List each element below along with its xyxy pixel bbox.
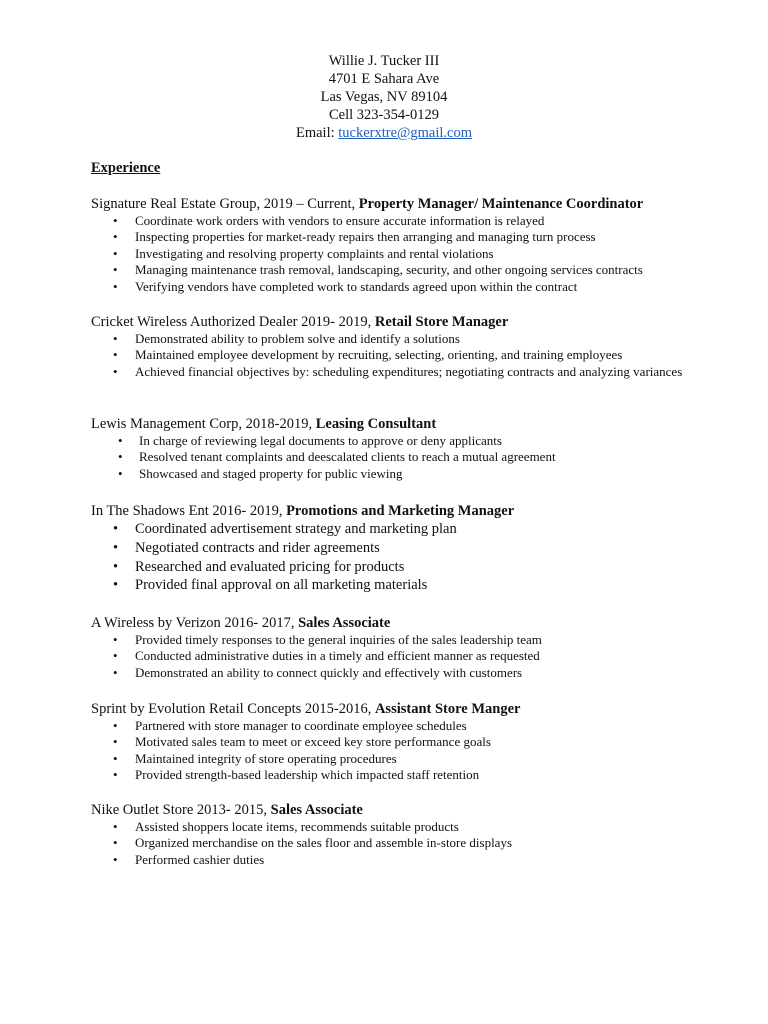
bullet-item: • Verifying vendors have completed work to standards agreed upon within the contract: [91, 279, 711, 295]
job-company: Nike Outlet Store 2013- 2015,: [91, 802, 271, 818]
address-line-1: 4701 E Sahara Ave: [328, 71, 440, 87]
job-company: Signature Real Estate Group, 2019 – Current,: [91, 196, 359, 212]
bullet-item: • Maintained employee development by recruiting, selecting, orienting, and training employees: [91, 347, 711, 363]
job-title: Retail Store Manager: [374, 314, 509, 330]
job-bullets: [91, 520, 711, 595]
bullet-item: • Partnered with store manager to coordinate employee schedules: [91, 718, 711, 734]
contact-header: [0, 52, 768, 142]
job-entry: [91, 195, 711, 295]
job-company: Sprint by Evolution Retail Concepts 2015-2016,: [91, 701, 375, 717]
bullet-item: • Coordinate work orders with vendors to ensure accurate information is relayed: [91, 213, 711, 229]
job-title: Leasing Consultant: [315, 416, 437, 432]
job-entry: [91, 313, 711, 380]
bullet-item: • Provided timely responses to the general inquiries of the sales leadership team: [91, 632, 711, 648]
bullet-item: • Resolved tenant complaints and deescalated clients to reach a mutual agreement: [91, 449, 711, 465]
bullet-item: • Motivated sales team to meet or exceed key store performance goals: [91, 734, 711, 750]
bullet-item: • Organized merchandise on the sales floor and assemble in-store displays: [91, 835, 711, 851]
job-bullets: [91, 433, 711, 482]
email-link[interactable]: tuckerxtre@gmail.com: [338, 125, 473, 141]
job-company: Lewis Management Corp, 2018-2019,: [91, 416, 316, 432]
job-title: Sales Associate: [298, 615, 391, 631]
job-bullets: [91, 819, 711, 868]
bullet-item: • In charge of reviewing legal documents to approve or deny applicants: [91, 433, 711, 449]
cell-phone: Cell 323-354-0129: [329, 107, 439, 123]
job-heading: [91, 801, 711, 819]
bullet-item: • Coordinated advertisement strategy and marketing plan: [91, 520, 711, 539]
experience-heading: Experience: [91, 160, 161, 176]
bullet-item: • Showcased and staged property for public viewing: [91, 466, 711, 482]
bullet-item: • Assisted shoppers locate items, recommends suitable products: [91, 819, 711, 835]
job-heading: [91, 502, 711, 520]
job-bullets: [91, 718, 711, 784]
applicant-name: Willie J. Tucker III: [328, 53, 440, 69]
bullet-item: • Researched and evaluated pricing for products: [91, 558, 711, 577]
bullet-item: • Inspecting properties for market-ready repairs then arranging and managing turn process: [91, 229, 711, 245]
bullet-item: • Demonstrated an ability to connect quickly and effectively with customers: [91, 665, 711, 681]
bullet-item: • Investigating and resolving property complaints and rental violations: [91, 246, 711, 262]
job-entry: [91, 614, 711, 681]
address-line-2: Las Vegas, NV 89104: [320, 89, 448, 105]
job-bullets: [91, 213, 711, 295]
job-bullets: [91, 632, 711, 681]
job-heading: [91, 700, 711, 718]
job-entry: [91, 801, 711, 868]
job-entry: [91, 415, 711, 482]
bullet-item: • Conducted administrative duties in a timely and efficient manner as requested: [91, 648, 711, 664]
bullet-item: • Negotiated contracts and rider agreements: [91, 539, 711, 558]
job-heading: [91, 415, 711, 433]
job-company: Cricket Wireless Authorized Dealer 2019- 2019,: [91, 314, 375, 330]
job-bullets: [91, 331, 711, 380]
job-heading: [91, 195, 711, 213]
email-line: [0, 124, 768, 142]
job-company: In The Shadows Ent 2016- 2019,: [91, 503, 287, 519]
bullet-item: • Achieved financial objectives by: scheduling expenditures; negotiating contracts and analyzing variances: [91, 364, 711, 380]
job-title: Property Manager/ Maintenance Coordinator: [358, 196, 644, 212]
job-company: A Wireless by Verizon 2016- 2017,: [91, 615, 299, 631]
job-heading: [91, 313, 711, 331]
bullet-item: • Performed cashier duties: [91, 852, 711, 868]
job-heading: [91, 614, 711, 632]
job-entry: [91, 502, 711, 595]
email-label: Email:: [295, 125, 339, 141]
job-title: Promotions and Marketing Manager: [286, 503, 515, 519]
bullet-item: • Provided strength-based leadership which impacted staff retention: [91, 767, 711, 783]
job-title: Sales Associate: [270, 802, 363, 818]
bullet-item: • Provided final approval on all marketing materials: [91, 576, 711, 595]
bullet-item: • Maintained integrity of store operating procedures: [91, 751, 711, 767]
bullet-item: • Demonstrated ability to problem solve and identify a solutions: [91, 331, 711, 347]
job-entry: [91, 700, 711, 784]
job-title: Assistant Store Manger: [374, 701, 521, 717]
bullet-item: • Managing maintenance trash removal, landscaping, security, and other ongoing services contracts: [91, 262, 711, 278]
